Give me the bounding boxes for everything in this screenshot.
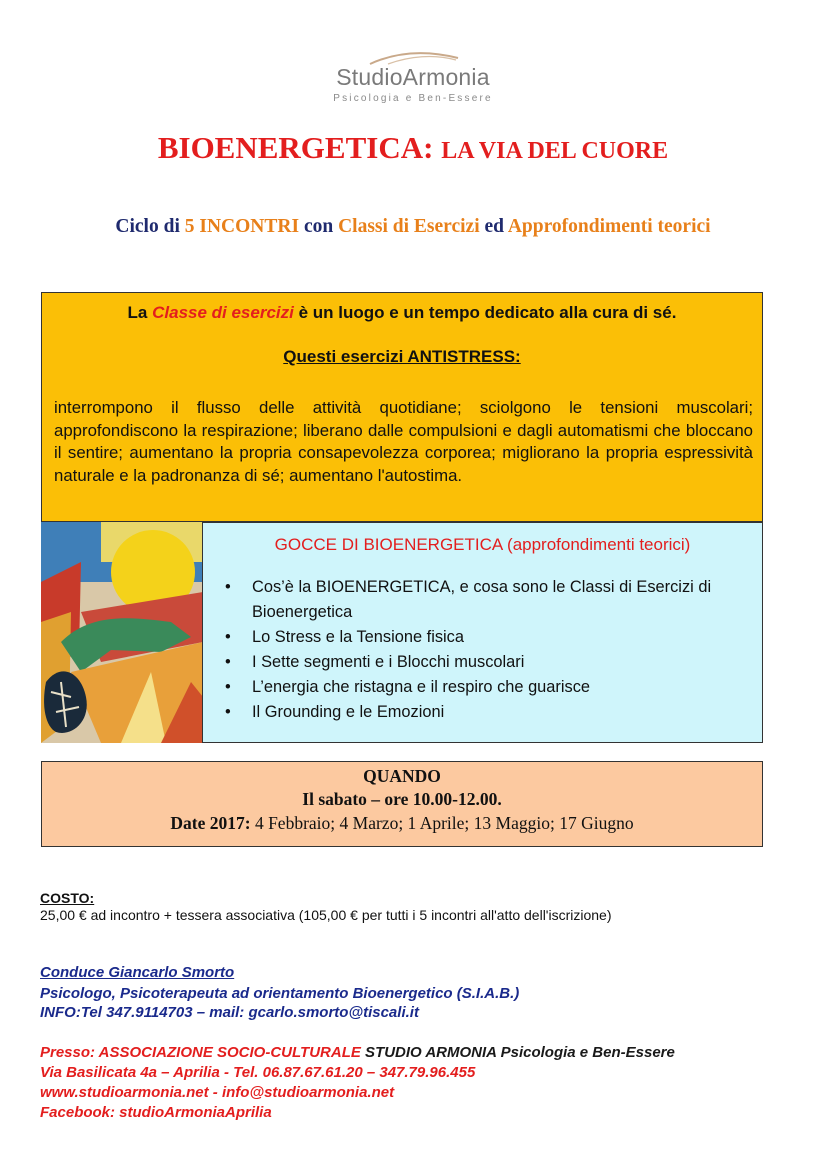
- bullet-icon: •: [225, 703, 231, 721]
- subtitle-part-2: 5 INCONTRI: [184, 216, 300, 237]
- conduce-name: Conduce Giancarlo Smorto: [40, 964, 235, 981]
- gocce-box: [202, 522, 763, 743]
- list-item: [225, 625, 745, 650]
- bioenergetica-painting: [41, 522, 203, 743]
- list-item-text: Lo Stress e la Tensione fisica: [252, 628, 464, 646]
- conduce-title: Psicologo, Psicoterapeuta ad orientamento Bioenergetico (S.I.A.B.): [40, 985, 520, 1002]
- bullet-icon: •: [225, 678, 231, 696]
- classe-intro-a: La: [127, 303, 153, 322]
- conduce-contact: INFO:Tel 347.9114703 – mail: gcarlo.smorto@tiscali.it: [40, 1004, 419, 1021]
- costo-heading: COSTO:: [40, 890, 95, 906]
- presso-label: Presso: [40, 1044, 91, 1061]
- dates-list: 4 Febbraio; 4 Marzo; 1 Aprile; 13 Maggio; 17 Giugno: [250, 813, 634, 833]
- list-item-text: L’energia che ristagna e il respiro che guarisce: [252, 678, 591, 696]
- list-item: [225, 650, 745, 675]
- presso-facebook: Facebook: studioArmoniaAprilia: [40, 1104, 272, 1121]
- list-item: [225, 700, 745, 725]
- presso-web: www.studioarmonia.net - info@studioarmonia.net: [40, 1084, 395, 1101]
- subtitle-part-1: Ciclo di: [115, 216, 185, 237]
- studio-armonia-logo: [300, 48, 526, 110]
- classe-intro-c: è un luogo e un tempo dedicato alla cura di sé.: [293, 303, 677, 322]
- antistress-box: [41, 292, 763, 522]
- list-item: [225, 675, 745, 700]
- title-rest: LA VIA DEL CUORE: [441, 138, 669, 164]
- subtitle-part-6: Approfondimenti teorici: [507, 216, 711, 237]
- antistress-heading: Questi esercizi ANTISTRESS:: [283, 347, 521, 366]
- subtitle: [0, 216, 826, 238]
- gocce-title: GOCCE DI BIOENERGETICA (approfondimenti teorici): [274, 535, 691, 554]
- dates-label: Date 2017:: [170, 813, 251, 833]
- list-item-text: Il Grounding e le Emozioni: [252, 703, 445, 721]
- bullet-icon: •: [225, 628, 231, 646]
- subtitle-part-5: ed: [479, 216, 508, 237]
- presso-name: STUDIO ARMONIA Psicologia e Ben-Essere: [360, 1044, 675, 1061]
- logo-tagline: Psicologia e Ben-Essere: [333, 93, 493, 104]
- costo-text: 25,00 € ad incontro + tessera associativa (105,00 € per tutti i 5 incontri all'atto dell'iscrizione): [40, 907, 612, 923]
- classe-intro: [42, 303, 762, 323]
- quando-box: [41, 761, 763, 847]
- classe-intro-b: Classe di esercizi: [152, 303, 294, 322]
- presso-address: Via Basilicata 4a – Aprilia - Tel. 06.87.67.61.20 – 347.79.96.455: [40, 1064, 476, 1081]
- presso-assoc: ASSOCIAZIONE SOCIO-CULTURALE: [98, 1044, 361, 1061]
- quando-heading: QUANDO: [363, 766, 441, 786]
- quando-time: Il sabato – ore 10.00-12.00.: [302, 789, 502, 809]
- quando-dates: [42, 813, 762, 834]
- title-main: BIOENERGETICA:: [157, 130, 434, 165]
- gocce-list: [225, 575, 745, 725]
- subtitle-part-3: con: [299, 216, 339, 237]
- presso-line: [40, 1044, 675, 1061]
- bullet-icon: •: [225, 578, 231, 596]
- page-title: [0, 130, 826, 166]
- bullet-icon: •: [225, 653, 231, 671]
- list-item: [225, 575, 745, 625]
- subtitle-part-4: Classi di Esercizi: [338, 216, 480, 237]
- logo-name: StudioArmonia: [336, 64, 490, 90]
- presso-colon: :: [90, 1044, 99, 1061]
- painting-image: [41, 522, 203, 743]
- list-item-text: I Sette segmenti e i Blocchi muscolari: [252, 653, 525, 671]
- antistress-body: interrompono il flusso delle attività quotidiane; sciolgono le tensioni muscolari; approfondiscono la respirazione; liberano dalle compulsioni e dagli automatismi che bloccano il sentire; aumentano la propria consapevolezza corporea; migliorano la propria espressività naturale e la padronanza di sé; aumentano l'autostima.: [54, 398, 753, 485]
- list-item-text: Cos’è la BIOENERGETICA, e cosa sono le Classi di Esercizi di Bioenergetica: [252, 578, 712, 621]
